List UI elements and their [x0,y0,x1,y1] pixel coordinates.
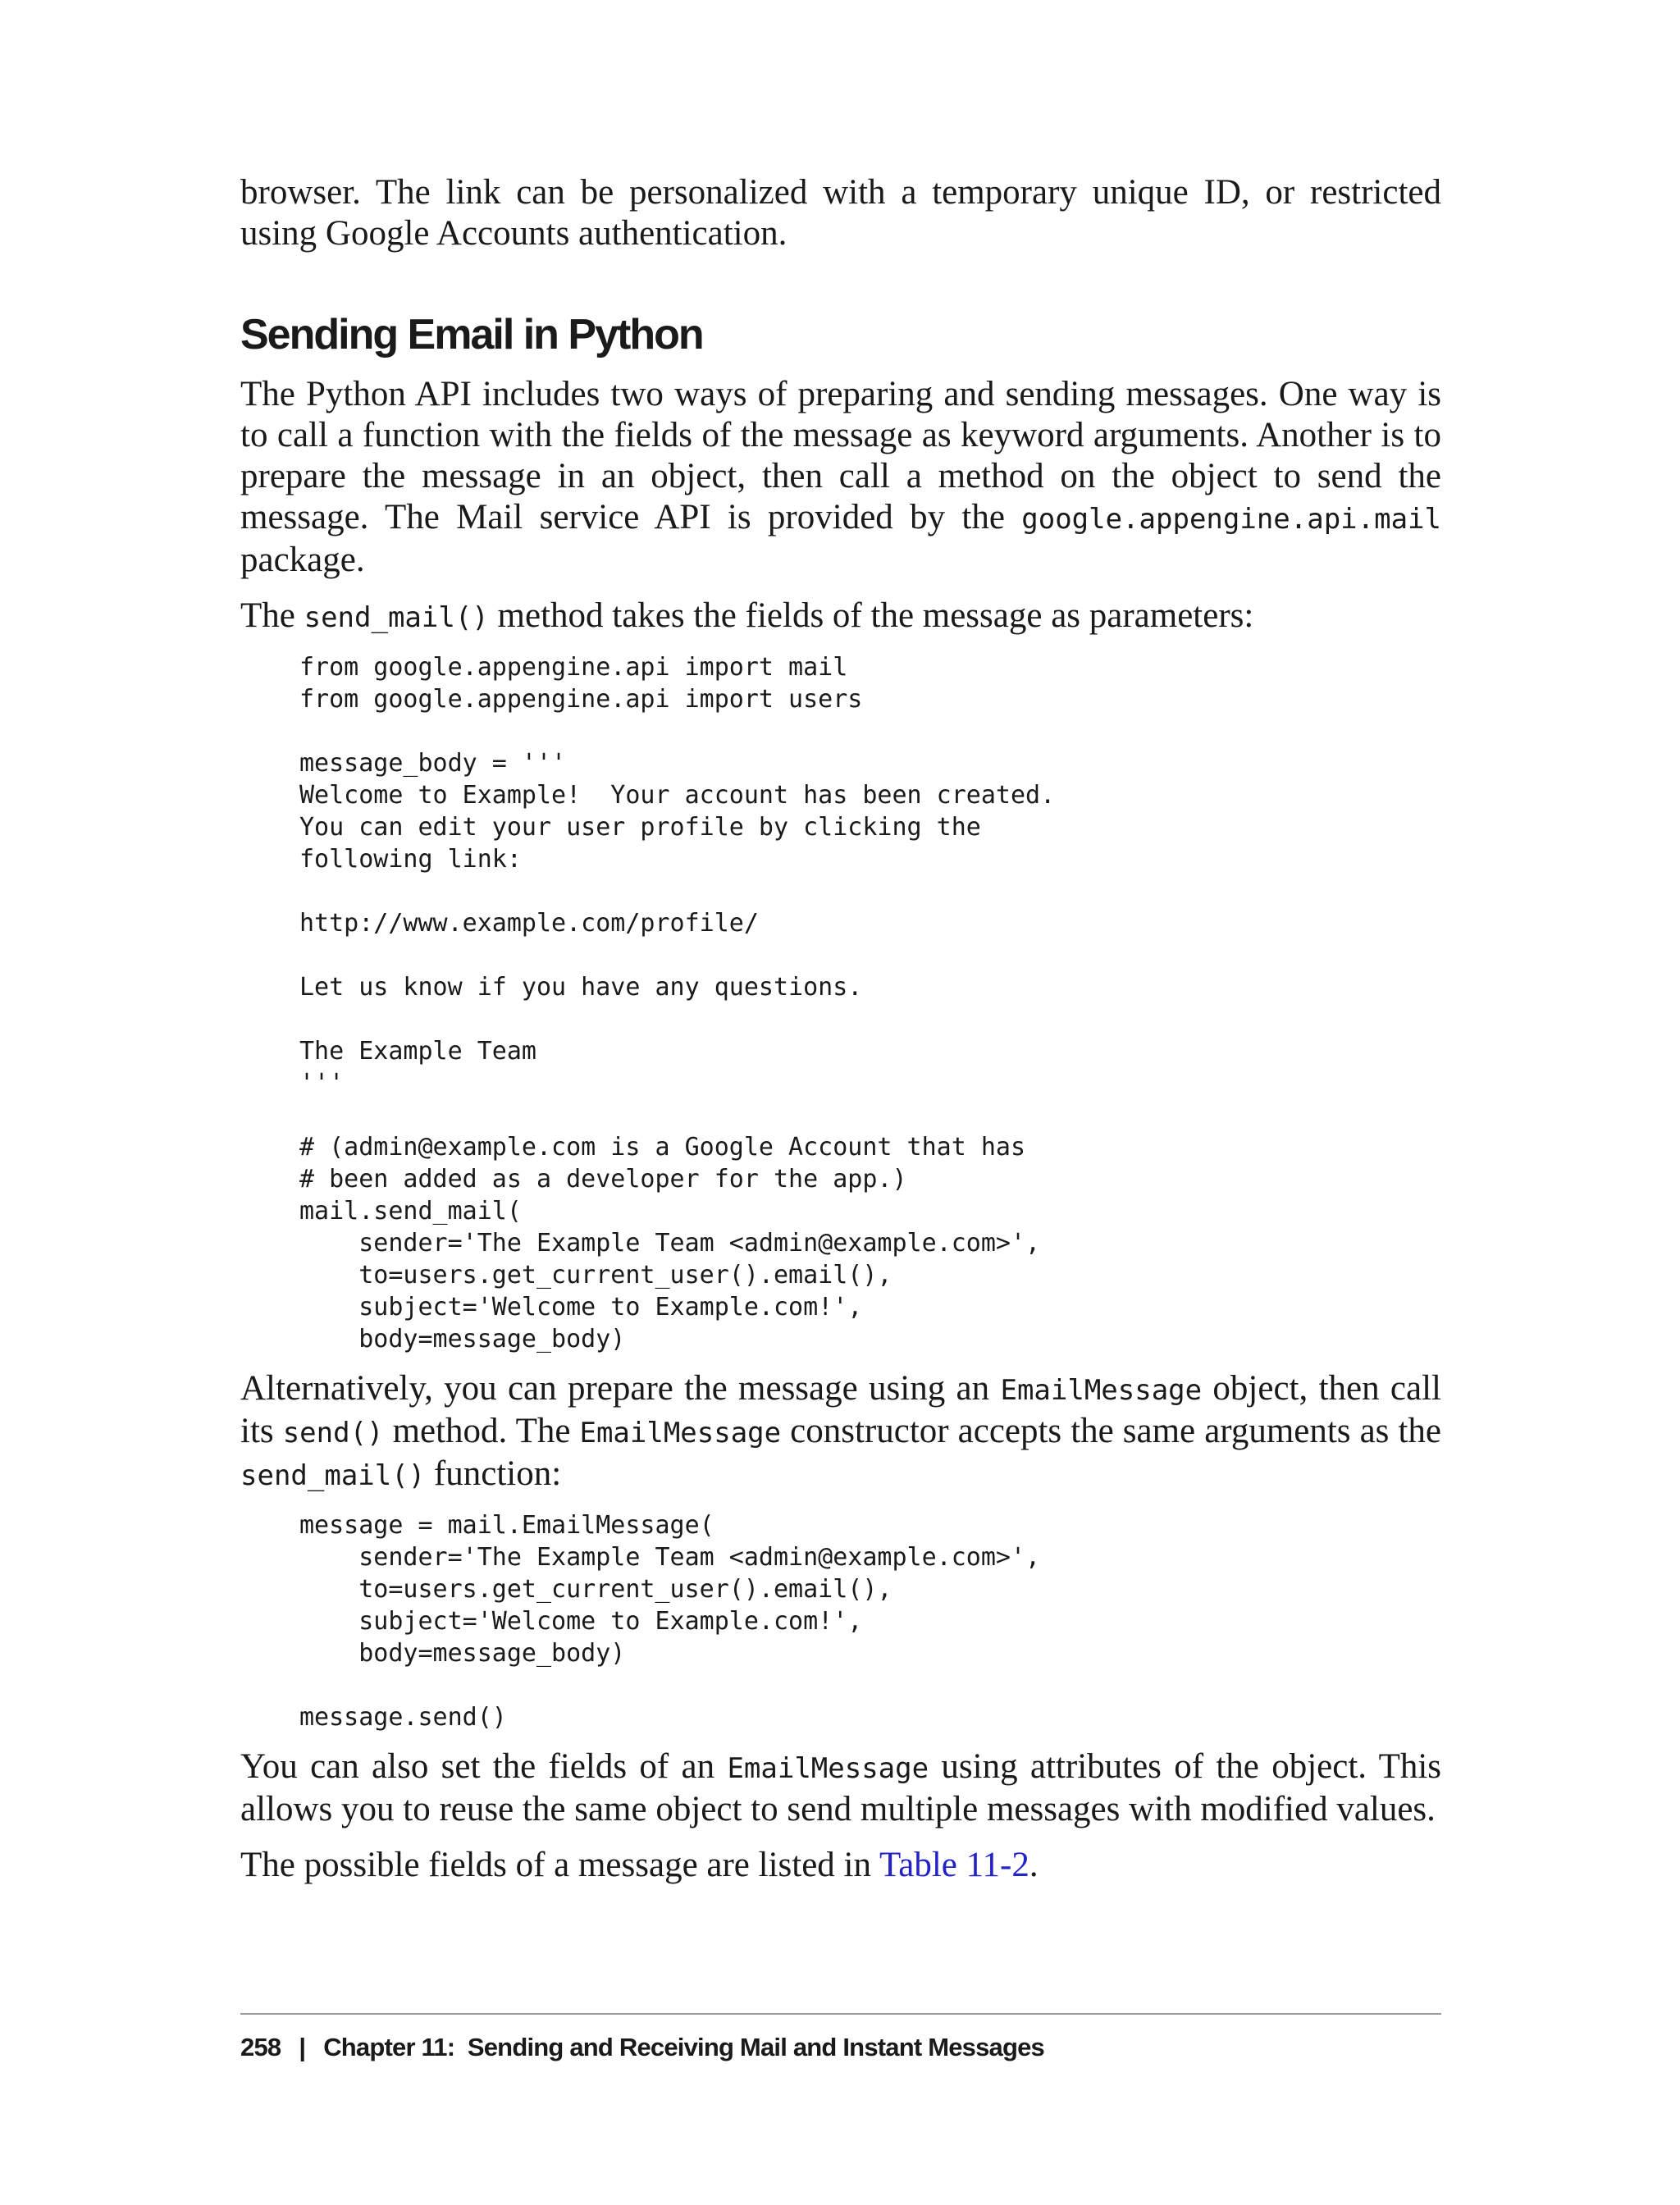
inline-code: send_mail() [240,1459,426,1492]
page-footer [240,2013,1441,2062]
section-heading: Sending Email in Python [240,311,703,358]
code-block-send-mail: from google.appengine.api import mail from google.appengine.api import users message_body = ''' Welcome to Example! Your account has been created. You can edit your user profile by clicking the following link: http://www.example.com/profile/ Let us know if you have any questions. The Example Team ''' # (admin@example.com is a Google Account that has # been added as a developer for the app.) mail.send_mail( sender='The Example Team <admin@example.com>', to=users.get_current_user().email(), subject='Welcome to Example.com!', body=message_body) [299,653,1056,1354]
paragraph-text: constructor accepts the same arguments as the [781,1412,1441,1450]
chapter-title: Chapter 11: Sending and Receiving Mail and Instant Messages [323,2033,1044,2061]
intro-paragraph: browser. The link can be personalized with a temporary unique ID, or restricted using Google Accounts authentication. [240,173,1441,253]
table-link[interactable]: Table 11-2 [879,1846,1029,1884]
paragraph-api-overview [240,374,1441,581]
paragraph-text: object, then call its [240,1369,1441,1450]
paragraph-text: function: [425,1454,562,1493]
paragraph-text: method takes the fields of the message as parameters: [488,596,1254,635]
paragraph-fields-reference [240,1845,1441,1886]
paragraph-text: . [1029,1846,1039,1884]
page-number: 258 [240,2033,281,2061]
paragraph-text: The possible fields of a message are listed in [240,1846,879,1884]
inline-code: EmailMessage [727,1752,929,1785]
inline-code: send() [282,1417,384,1449]
paragraph-text: method. The [383,1412,580,1450]
inline-code: EmailMessage [579,1417,782,1449]
paragraph-text: The [240,596,304,635]
inline-code: EmailMessage [1000,1374,1203,1407]
paragraph-text: package. [240,541,365,579]
paragraph-email-message [240,1368,1441,1496]
footer-separator: | [299,2033,306,2061]
code-block-email-message: message = mail.EmailMessage( sender='The Example Team <admin@example.com>', to=users.get_current_user().email(), subject='Welcome to Example.com!', body=message_body) message.send() [299,1511,1041,1732]
paragraph-attributes [240,1746,1441,1830]
paragraph-text: You can also set the fields of an [240,1747,728,1786]
page-content [240,172,1441,1886]
inline-code: send_mail() [304,601,489,634]
inline-code: google.appengine.api.mail [1021,503,1441,536]
paragraph-text: The Python API includes two ways of preparing and sending messages. One way is to call a function with the fields of the message as keyword arguments. Another is to prepare the message in an object, then call a method on the object to send the message. The Mail service API is provided by the [240,375,1441,536]
paragraph-send-mail [240,596,1441,638]
paragraph-text: Alternatively, you can prepare the message using an [240,1369,1001,1408]
paragraph-text: using attributes of the object. This allows you to reuse the same object to send multiple messages with modified values. [240,1747,1442,1828]
